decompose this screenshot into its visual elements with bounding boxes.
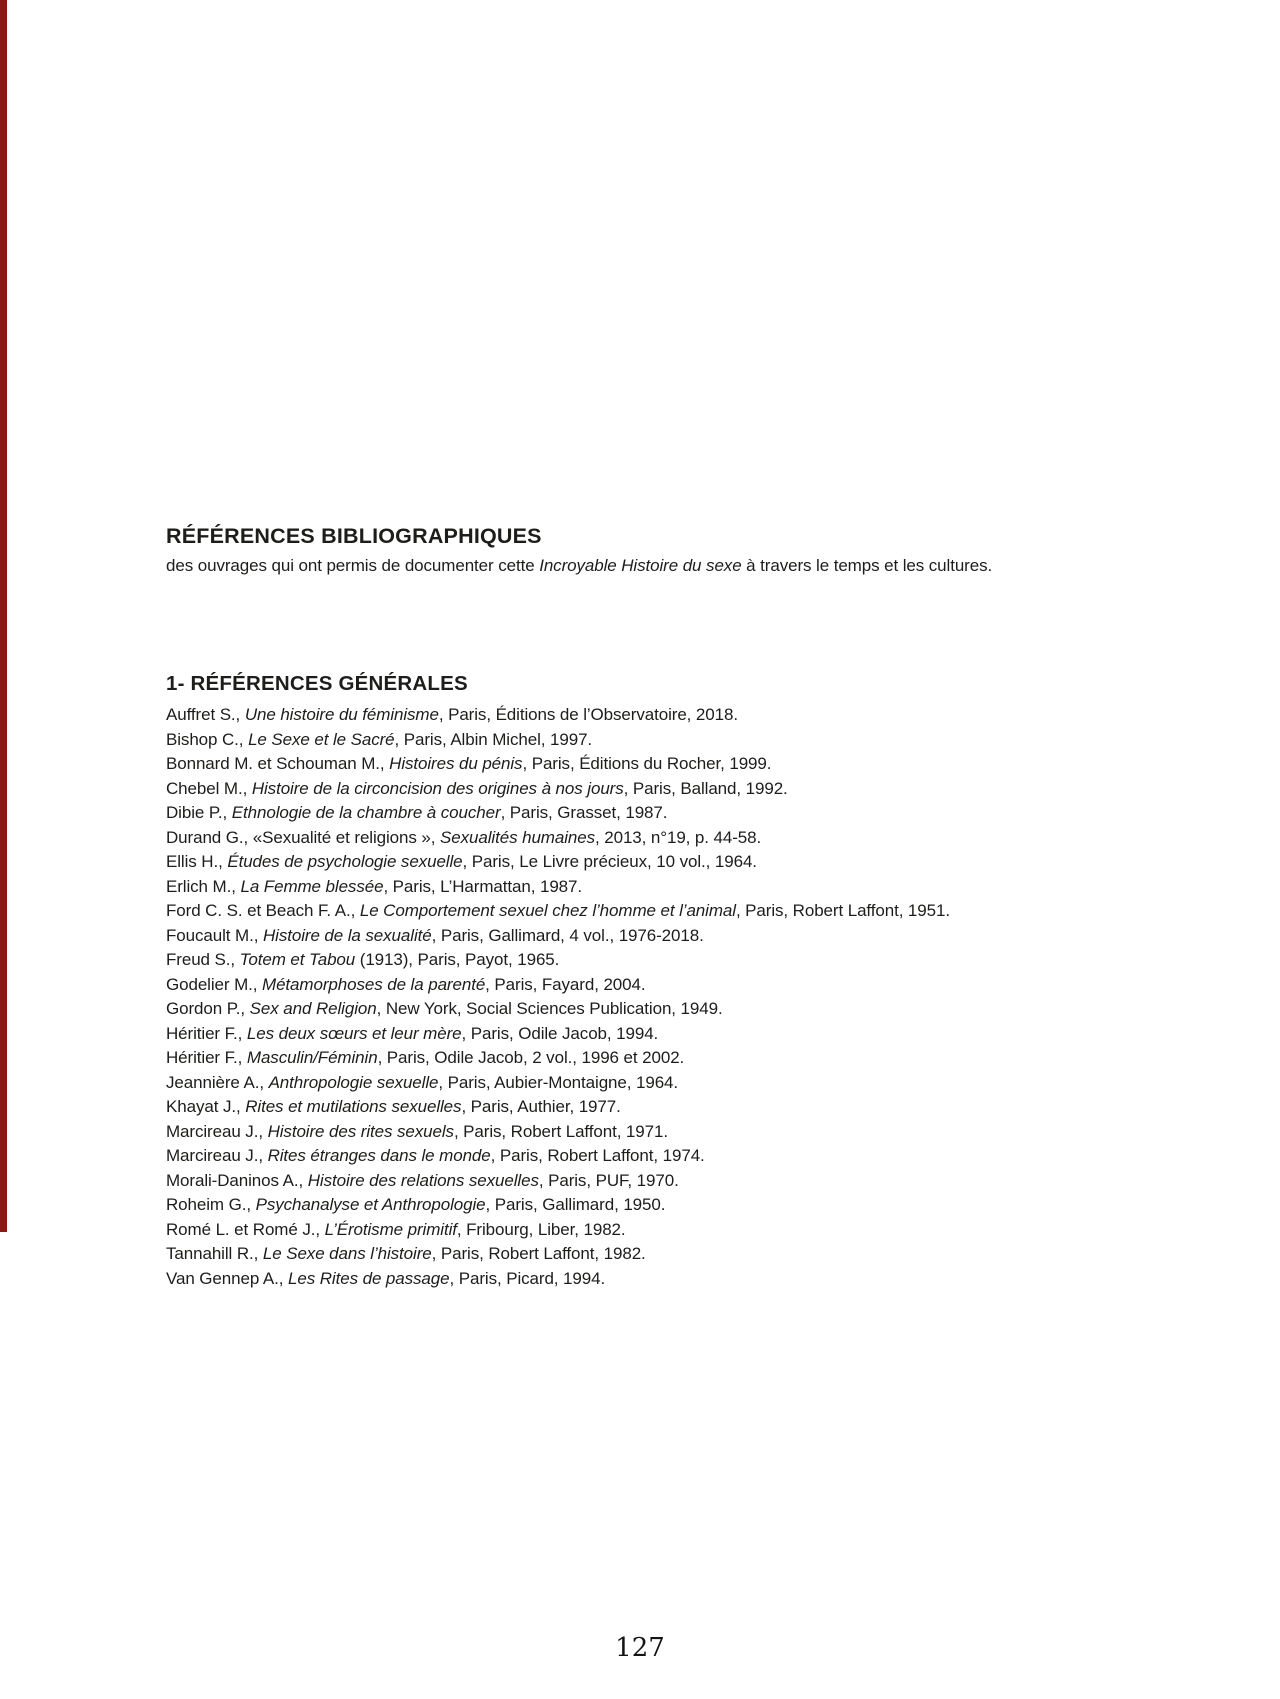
reference-item (166, 728, 1246, 753)
work-title-italic: Histoire des relations sexuelles (307, 1170, 539, 1190)
page-number: 127 (615, 1633, 665, 1663)
reference-text: , Paris, Authier, 1977. (461, 1097, 621, 1116)
work-title-italic: Ethnologie de la chambre à coucher (231, 803, 501, 822)
reference-text: , Paris, PUF, 1970. (538, 1170, 679, 1190)
reference-text: Marcireau J., (166, 1121, 268, 1141)
reference-text: , New York, Social Sciences Publication, 1949. (376, 999, 723, 1018)
work-title-italic: Le Sexe et le Sacré (248, 729, 395, 749)
reference-item (166, 1267, 1246, 1292)
reference-item (166, 875, 1246, 900)
reference-item (166, 1242, 1246, 1267)
reference-text: Erlich M., (166, 876, 241, 896)
work-title-italic: Masculin/Féminin (246, 1048, 378, 1067)
reference-item (166, 997, 1246, 1022)
work-title-italic: Métamorphoses de la parenté (262, 974, 486, 994)
reference-text: , Paris, Robert Laffont, 1971. (453, 1121, 668, 1141)
left-edge-accent-bar (0, 0, 7, 1232)
reference-item (166, 1095, 1246, 1120)
work-title-italic: La Femme blessée (240, 876, 384, 896)
reference-text: , Paris, Fayard, 2004. (485, 974, 646, 994)
reference-item (166, 801, 1246, 826)
work-title-italic: Totem et Tabou (239, 950, 356, 969)
work-title-italic: Anthropologie sexuelle (268, 1072, 439, 1092)
reference-item (166, 1120, 1246, 1145)
reference-text: , Paris, Gallimard, 4 vol., 1976-2018. (431, 925, 704, 945)
bibliography-subtitle (166, 556, 992, 576)
reference-item (166, 973, 1246, 998)
work-title-italic: Sexualités humaines (440, 827, 595, 847)
reference-item (166, 850, 1246, 875)
reference-item (166, 948, 1246, 973)
section-heading: 1- RÉFÉRENCES GÉNÉRALES (166, 672, 468, 695)
reference-text: , Paris, Balland, 1992. (623, 778, 788, 798)
reference-item (166, 1144, 1246, 1169)
reference-text: Ellis H., (166, 852, 228, 871)
work-title-italic: Le Comportement sexuel chez l’homme et l’animal (359, 901, 736, 920)
reference-text: Gordon P., (166, 999, 250, 1018)
reference-text: Morali-Daninos A., (166, 1170, 308, 1190)
reference-text: Auffret S., (166, 705, 245, 724)
page-title: RÉFÉRENCES BIBLIOGRAPHIQUES (166, 524, 542, 548)
reference-text: Héritier F., (166, 1023, 247, 1043)
reference-item (166, 1193, 1246, 1218)
reference-text: Foucault M., (166, 925, 263, 945)
reference-item (166, 1046, 1246, 1071)
reference-text: Roheim G., (166, 1195, 256, 1214)
work-title-italic: L’Érotisme primitif (324, 1219, 457, 1239)
reference-text: , Paris, Gallimard, 1950. (485, 1195, 666, 1214)
reference-text: , Paris, Le Livre précieux, 10 vol., 1964. (462, 852, 757, 871)
work-title-italic: Sex and Religion (249, 999, 377, 1018)
references-list (166, 703, 1246, 1291)
reference-text: Romé L. et Romé J., (166, 1219, 325, 1239)
work-title-italic: Les Rites de passage (288, 1268, 450, 1288)
reference-text: (1913), Paris, Payot, 1965. (355, 950, 560, 969)
reference-text: Ford C. S. et Beach F. A., (166, 901, 360, 920)
reference-text: , Paris, L’Harmattan, 1987. (383, 876, 583, 896)
reference-text: , Paris, Éditions du Rocher, 1999. (522, 754, 772, 773)
reference-text: , Paris, Picard, 1994. (449, 1268, 606, 1288)
reference-text: , Paris, Odile Jacob, 1994. (461, 1023, 659, 1043)
reference-text: Godelier M., (166, 974, 263, 994)
reference-item (166, 924, 1246, 949)
reference-text: Marcireau J., (166, 1146, 268, 1165)
reference-text: , Paris, Éditions de l’Observatoire, 2018. (438, 705, 738, 724)
reference-text: , Paris, Odile Jacob, 2 vol., 1996 et 2002. (377, 1048, 685, 1067)
work-title-italic: Histoire des rites sexuels (267, 1121, 454, 1141)
reference-text: Durand G., «Sexualité et religions », (166, 827, 441, 847)
reference-text: , Paris, Robert Laffont, 1951. (735, 901, 950, 920)
reference-text: Freud S., (166, 950, 240, 969)
reference-item (166, 1022, 1246, 1047)
reference-text: des ouvrages qui ont permis de documenter cette (166, 556, 540, 575)
reference-item (166, 1169, 1246, 1194)
reference-text: Tannahill R., (166, 1244, 263, 1263)
reference-text: Bishop C., (166, 729, 249, 749)
work-title-italic: Incroyable Histoire du sexe (539, 556, 742, 575)
reference-item (166, 1218, 1246, 1243)
work-title-italic: Une histoire du féminisme (244, 705, 439, 724)
reference-item (166, 752, 1246, 777)
reference-item (166, 777, 1246, 802)
reference-text: , Paris, Albin Michel, 1997. (394, 729, 593, 749)
reference-text: Bonnard M. et Schouman M., (166, 754, 390, 773)
reference-text: , 2013, n°19, p. 44-58. (595, 827, 762, 847)
reference-text: , Paris, Grasset, 1987. (500, 803, 668, 822)
work-title-italic: Rites étranges dans le monde (267, 1146, 491, 1165)
reference-text: Van Gennep A., (166, 1268, 288, 1288)
work-title-italic: Histoire de la sexualité (262, 925, 432, 945)
reference-text: , Fribourg, Liber, 1982. (456, 1219, 626, 1239)
work-title-italic: Les deux sœurs et leur mère (246, 1023, 462, 1043)
work-title-italic: Le Sexe dans l’histoire (262, 1244, 432, 1263)
reference-text: , Paris, Aubier-Montaigne, 1964. (438, 1072, 679, 1092)
reference-item (166, 899, 1246, 924)
reference-text: Khayat J., (166, 1097, 246, 1116)
work-title-italic: Études de psychologie sexuelle (227, 852, 463, 871)
work-title-italic: Psychanalyse et Anthropologie (255, 1195, 486, 1214)
reference-text: Jeannière A., (166, 1072, 269, 1092)
reference-text: Héritier F., (166, 1048, 247, 1067)
reference-item (166, 703, 1246, 728)
reference-text: , Paris, Robert Laffont, 1974. (490, 1146, 705, 1165)
reference-text: à travers le temps et les cultures. (741, 556, 993, 575)
reference-text: , Paris, Robert Laffont, 1982. (431, 1244, 646, 1263)
reference-text: Dibie P., (166, 803, 232, 822)
reference-item (166, 1071, 1246, 1096)
work-title-italic: Histoires du pénis (389, 754, 523, 773)
work-title-italic: Histoire de la circoncision des origines à nos jours (251, 778, 624, 798)
reference-text: Chebel M., (166, 778, 252, 798)
work-title-italic: Rites et mutilations sexuelles (245, 1097, 462, 1116)
reference-item (166, 826, 1246, 851)
